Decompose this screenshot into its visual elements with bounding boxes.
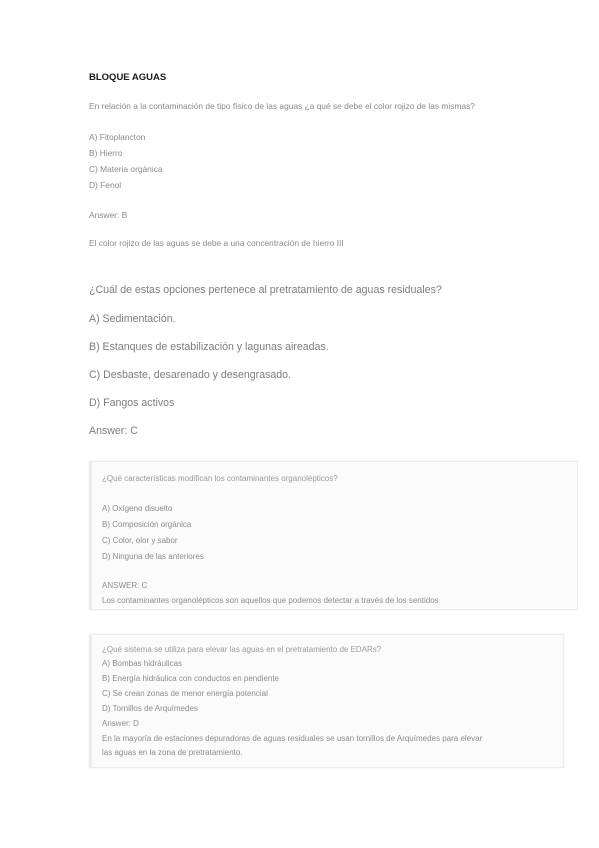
- question-1-option-c: C) Materia orgánica: [89, 164, 163, 174]
- question-4-answer: Answer: D: [102, 719, 139, 728]
- question-4-option-d: D) Tornillos de Arquímedes: [102, 704, 198, 713]
- question-2-option-d: D) Fangos activos: [89, 397, 175, 409]
- question-3-option-b: B) Composición orgánica: [102, 520, 192, 529]
- question-1-answer: Answer: B: [89, 210, 128, 220]
- question-3-answer: ANSWER: C: [102, 581, 148, 590]
- question-2-answer: Answer: C: [89, 425, 138, 437]
- question-4-explanation-line-2: las aguas en la zona de pretratamiento.: [102, 748, 243, 757]
- question-1-option-b: B) Hierro: [89, 148, 123, 158]
- question-4-card: [89, 634, 564, 768]
- question-4-option-c: C) Se crean zonas de menor energía potencial: [102, 689, 268, 698]
- question-3-option-c: C) Color, olor y sabor: [102, 536, 178, 545]
- question-4-explanation-line-1: En la mayoría de estaciones depuradoras de aguas residuales se usan tornillos de Arquímedes para elevar: [102, 734, 483, 743]
- question-1-option-a: A) Fitoplancton: [89, 132, 146, 142]
- question-2-option-b: B) Estanques de estabilización y lagunas aireadas.: [89, 341, 329, 353]
- question-4-option-b: B) Energía hidráulica con conductos en pendiente: [102, 674, 280, 683]
- question-3-option-d: D) Ninguna de las anteriores: [102, 552, 204, 561]
- question-4-text: ¿Qué sistema se utiliza para elevar las aguas en el pretratamiento de EDARs?: [102, 645, 382, 654]
- question-1-text: En relación a la contaminación de tipo físico de las aguas ¿a qué se debe el color rojizo de las mismas?: [89, 101, 475, 111]
- question-2-option-c: C) Desbaste, desarenado y desengrasado.: [89, 369, 291, 381]
- question-3-option-a: A) Oxígeno disuelto: [102, 504, 173, 513]
- question-2-text: ¿Cuál de estas opciones pertenece al pretratamiento de aguas residuales?: [89, 284, 442, 296]
- page-title: BLOQUE AGUAS: [89, 72, 167, 83]
- question-3-text: ¿Qué características modifican los contaminantes organolépticos?: [102, 474, 338, 483]
- question-3-explanation: Los contaminantes organolépticos son aquellos que podemos detectar a través de los sentidos: [102, 596, 439, 605]
- question-3-card: [89, 461, 578, 610]
- question-4-option-a: A) Bombas hidráulicas: [102, 659, 183, 668]
- question-1-option-d: D) Fenol: [89, 180, 122, 190]
- question-2-option-a: A) Sedimentación.: [89, 313, 176, 325]
- question-1-explanation: El color rojizo de las aguas se debe a una concentración de hierro III: [89, 238, 344, 248]
